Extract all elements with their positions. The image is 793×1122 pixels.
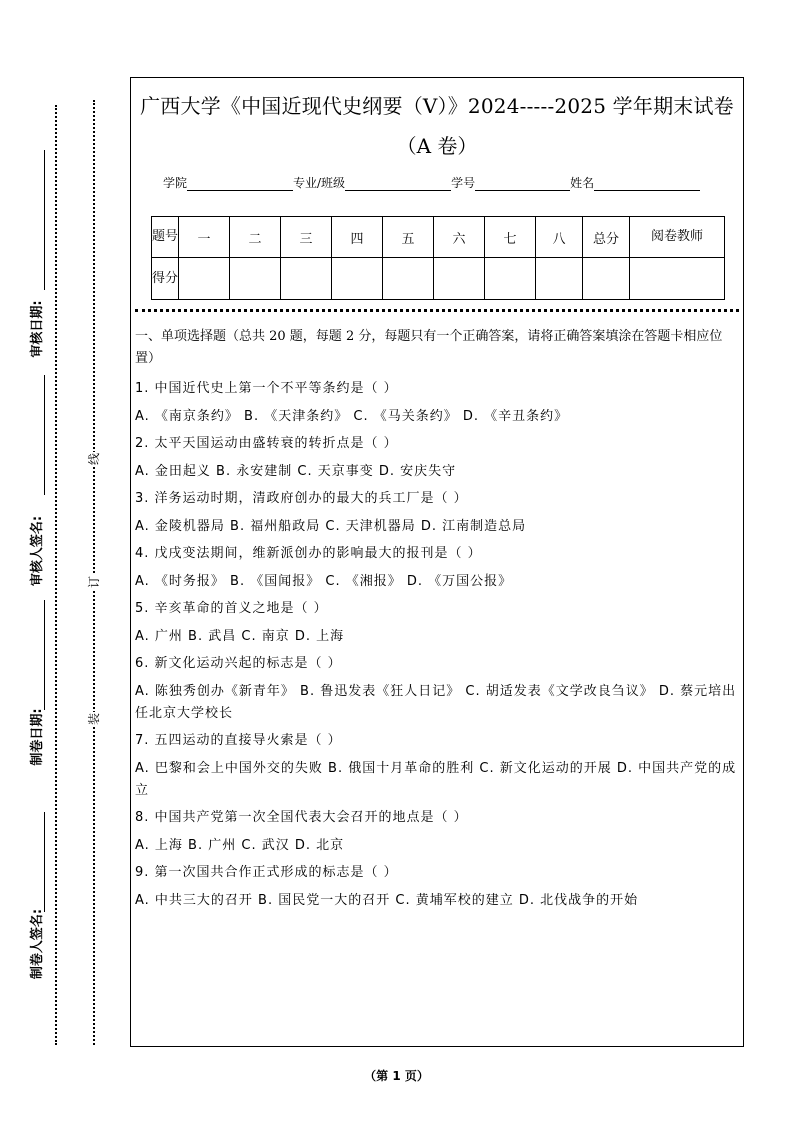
exam-frame <box>130 77 744 1047</box>
col-1: 一 <box>179 217 230 258</box>
score-cell[interactable] <box>485 258 536 300</box>
question-3: 3. 洋务运动时期，清政府创办的最大的兵工厂是（ ） <box>135 491 468 506</box>
col-8: 八 <box>536 217 583 258</box>
question-4-options: A. 《时务报》 B. 《国闻报》 C. 《湘报》 D. 《万国公报》 <box>135 574 513 589</box>
col-4: 四 <box>332 217 383 258</box>
score-cell[interactable] <box>583 258 630 300</box>
binding-char-line: 线 <box>87 453 101 466</box>
review-date-label: 审核日期: <box>30 300 45 358</box>
question-5: 5. 辛亥革命的首义之地是（ ） <box>135 601 328 616</box>
question-1-options: A. 《南京条约》 B. 《天津条约》 C. 《马关条约》 D. 《辛丑条约》 <box>135 409 569 424</box>
questions-section <box>135 326 739 916</box>
binding-dotted-line-outer <box>55 105 57 1045</box>
name-label: 姓名 <box>570 176 595 190</box>
question-6: 6. 新文化运动兴起的标志是（ ） <box>135 656 342 671</box>
score-cell[interactable] <box>230 258 281 300</box>
student-id-blank <box>475 177 570 191</box>
col-5: 五 <box>383 217 434 258</box>
question-3-options: A. 金陵机器局 B. 福州船政局 C. 天津机器局 D. 江南制造总局 <box>135 519 527 534</box>
score-cell[interactable] <box>332 258 383 300</box>
page-number: （第 1 页） <box>364 1069 429 1083</box>
binding-char-bind: 订 <box>87 576 101 589</box>
student-info-row <box>163 174 700 191</box>
score-cell[interactable] <box>383 258 434 300</box>
student-id-label: 学号 <box>451 176 476 190</box>
col-7: 七 <box>485 217 536 258</box>
question-2-options: A. 金田起义 B. 永安建制 C. 天京事变 D. 安庆失守 <box>135 464 457 479</box>
question-number-label: 题号 <box>152 217 179 258</box>
question-5-options: A. 广州 B. 武昌 C. 南京 D. 上海 <box>135 629 345 644</box>
question-8-options: A. 上海 B. 广州 C. 武汉 D. 北京 <box>135 838 345 853</box>
question-7: 7. 五四运动的直接导火索是（ ） <box>135 733 342 748</box>
section-title: 一、单项选择题（总共 20 题，每题 2 分，每题只有一个正确答案，请将正确答案填涂在答题卡相应位置） <box>135 329 723 366</box>
compile-date-label: 制卷日期: <box>30 708 45 766</box>
score-label: 得分 <box>152 258 179 300</box>
question-1: 1. 中国近代史上第一个不平等条约是（ ） <box>135 381 398 396</box>
score-cell[interactable] <box>536 258 583 300</box>
exam-title: 广西大学《中国近现代史纲要（V）》2024-----2025 学年期末试卷 <box>140 94 734 118</box>
score-cell[interactable] <box>179 258 230 300</box>
dotted-separator <box>135 309 739 312</box>
binding-char-install: 装 <box>87 713 101 726</box>
col-total: 总分 <box>583 217 630 258</box>
question-4: 4. 戊戌变法期间，维新派创办的影响最大的报刊是（ ） <box>135 546 482 561</box>
col-2: 二 <box>230 217 281 258</box>
reviewer-signature-blank <box>44 375 45 495</box>
score-cell[interactable] <box>630 258 725 300</box>
score-cell[interactable] <box>434 258 485 300</box>
major-class-label: 专业/班级 <box>293 176 346 190</box>
question-9-options: A. 中共三大的召开 B. 国民党一大的召开 C. 黄埔军校的建立 D. 北伐战争的开始 <box>135 893 639 908</box>
name-blank <box>594 177 700 191</box>
question-2: 2. 太平天国运动由盛转衰的转折点是（ ） <box>135 436 398 451</box>
question-7-options: A. 巴黎和会上中国外交的失败 B. 俄国十月革命的胜利 C. 新文化运动的开展 D. 中国共产党的成立 <box>135 761 737 798</box>
score-table <box>151 216 725 300</box>
col-3: 三 <box>281 217 332 258</box>
col-6: 六 <box>434 217 485 258</box>
college-blank <box>187 177 293 191</box>
compiler-signature-label: 制卷人签名: <box>30 908 45 980</box>
college-label: 学院 <box>163 176 188 190</box>
question-6-options: A. 陈独秀创办《新青年》 B. 鲁迅发表《狂人日记》 C. 胡适发表《文学改良刍议》 D. 蔡元培出任北京大学校长 <box>135 684 737 721</box>
col-grader: 阅卷教师 <box>630 217 725 258</box>
question-list <box>135 378 739 912</box>
reviewer-signature-label: 审核人签名: <box>30 515 45 587</box>
major-class-blank <box>345 177 451 191</box>
score-cell[interactable] <box>281 258 332 300</box>
question-8: 8. 中国共产党第一次全国代表大会召开的地点是（ ） <box>135 810 468 825</box>
question-9: 9. 第一次国共合作正式形成的标志是（ ） <box>135 865 398 880</box>
exam-subtitle: （A 卷） <box>396 134 478 158</box>
binding-dotted-line-inner <box>93 100 95 1045</box>
